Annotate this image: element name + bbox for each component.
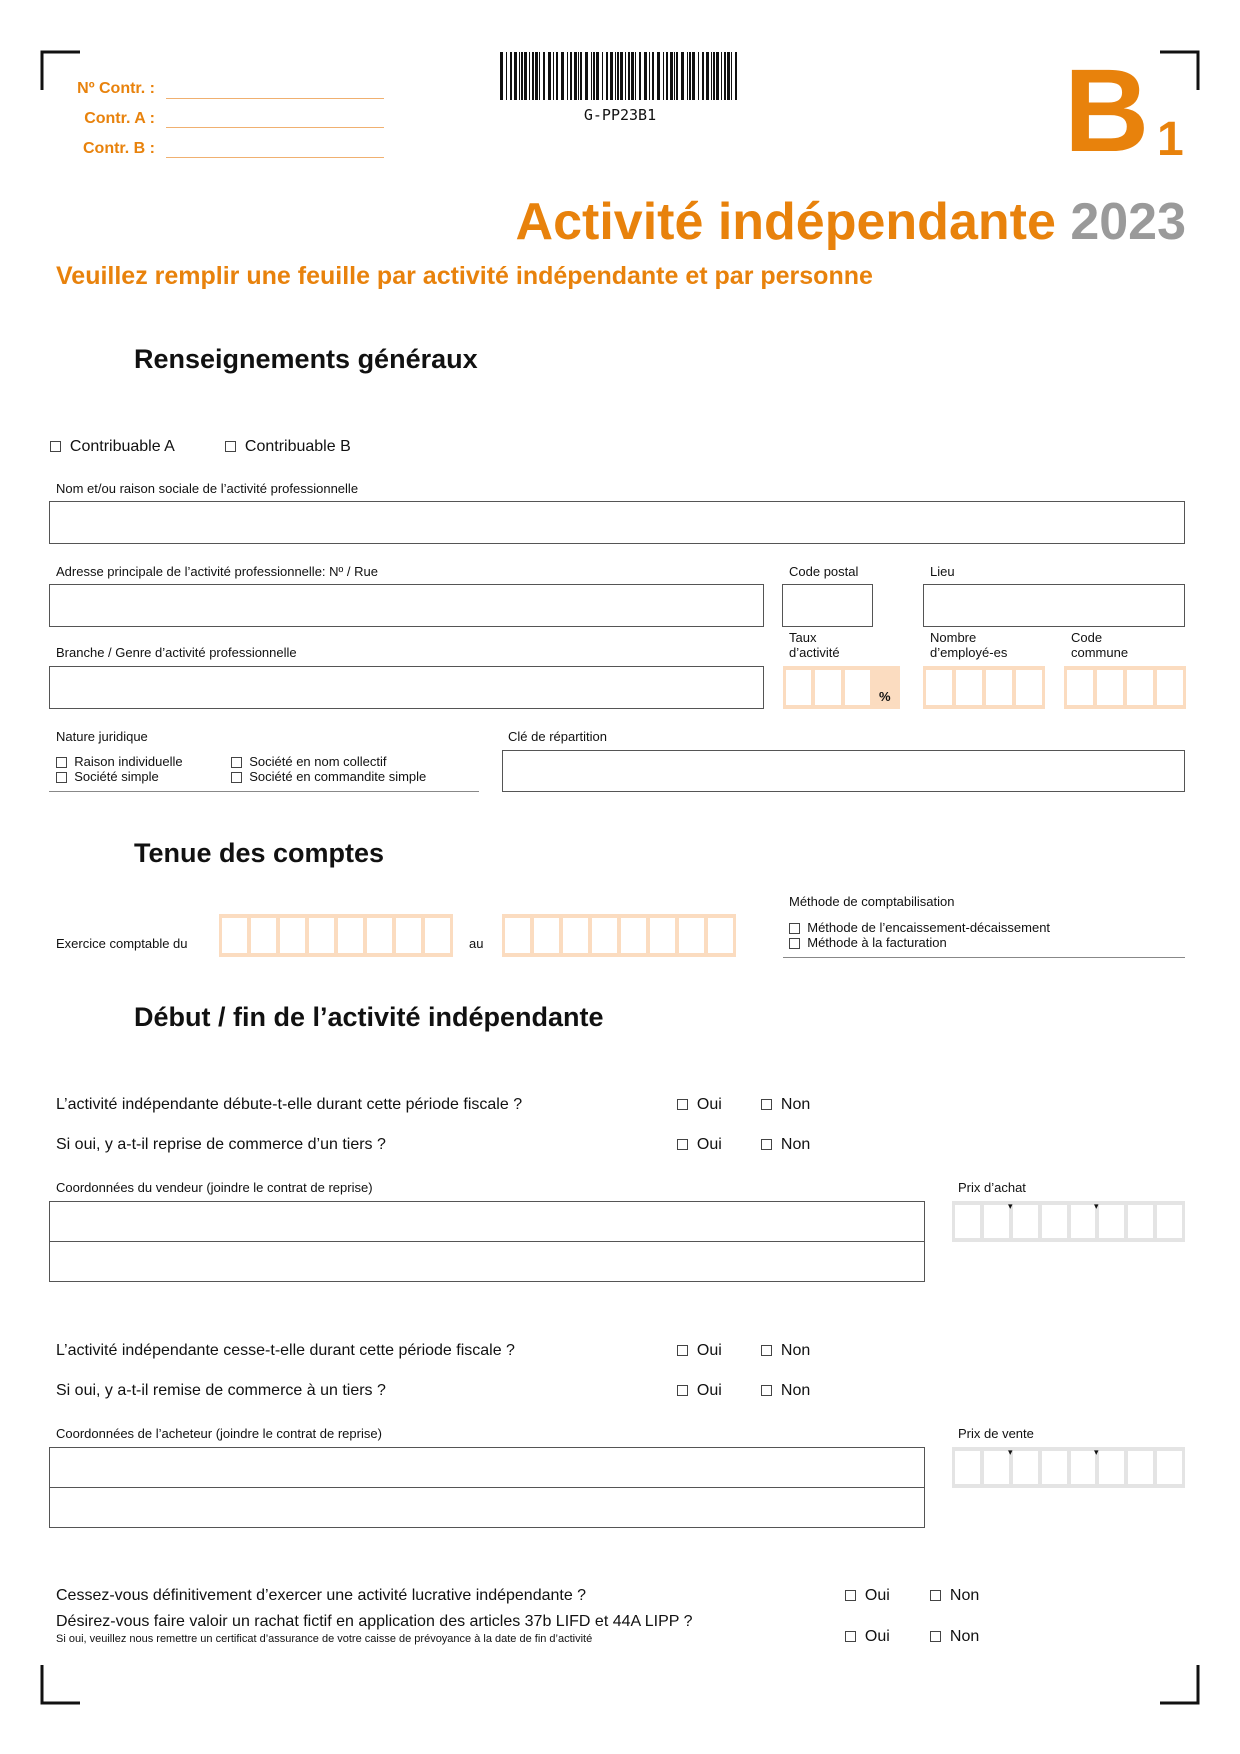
section-heading-general: Renseignements généraux: [134, 344, 478, 374]
barcode-bar: [615, 52, 616, 100]
purchase-price-input[interactable]: [952, 1201, 1185, 1242]
yes-label: Oui: [696, 1382, 722, 1399]
barcode-bar: [639, 52, 641, 100]
checkbox[interactable]: [761, 1345, 772, 1356]
q3-no-option[interactable]: [761, 1342, 810, 1360]
address-label: Adresse principale de l’activité professionnelle: Nº / Rue: [56, 564, 378, 579]
checkbox[interactable]: [789, 923, 800, 934]
activity-rate-label: [789, 630, 840, 660]
contribuable-a-option[interactable]: [50, 438, 175, 456]
checkbox[interactable]: [677, 1139, 688, 1150]
barcode-bar: [596, 52, 599, 100]
checkbox[interactable]: [677, 1099, 688, 1110]
barcode-bar: [698, 52, 699, 100]
distribution-key-label: Clé de répartition: [508, 729, 607, 744]
form-number: 1: [1157, 113, 1184, 166]
barcode-bar: [543, 52, 545, 100]
form-letter: B: [1064, 45, 1150, 177]
barcode-bar: [649, 52, 650, 100]
checkbox[interactable]: [231, 757, 242, 768]
legal-option-label: Raison individuelle: [74, 754, 183, 769]
branch-label: Branche / Genre d’activité professionnelle: [56, 645, 297, 660]
barcode-bar: [548, 52, 551, 100]
barcode-bar: [570, 52, 572, 100]
q3-yes-option[interactable]: [677, 1342, 722, 1360]
barcode-bar: [625, 52, 626, 100]
checkbox[interactable]: [761, 1099, 772, 1110]
barcode-bar: [514, 52, 517, 100]
legal-form-col1: [56, 754, 183, 784]
commune-code-label-line1: Code: [1071, 630, 1103, 645]
checkbox[interactable]: [56, 757, 67, 768]
yes-label: Oui: [864, 1628, 890, 1645]
buyer-input-line2[interactable]: [49, 1487, 925, 1528]
thousands-marker-icon: ▾: [1094, 1447, 1099, 1457]
employees-label-line2: d’employé-es: [930, 645, 1008, 660]
title-text: Activité indépendante: [515, 193, 1056, 251]
contribuable-b-option[interactable]: [225, 438, 351, 456]
barcode-bar: [721, 52, 722, 100]
barcode-bar: [674, 52, 675, 100]
method-option-cash[interactable]: [789, 920, 1050, 935]
barcode-bar: [628, 52, 630, 100]
fiscal-year-start-input[interactable]: [219, 914, 453, 957]
q2-no-option[interactable]: [761, 1136, 810, 1154]
legal-option-commandite-simple[interactable]: [231, 769, 426, 784]
barcode-bar: [593, 52, 595, 100]
question-takeover: Si oui, y a-t-il reprise de commerce d’un tiers ?: [56, 1136, 386, 1153]
no-label: Non: [780, 1382, 811, 1399]
barcode-bar: [532, 52, 534, 100]
question-cease-definitively: Cessez-vous définitivement d’exercer une activité lucrative indépendante ?: [56, 1587, 587, 1604]
legal-form-col2: [231, 754, 426, 784]
q5-yes-option[interactable]: [845, 1587, 890, 1605]
barcode-bar: [519, 52, 520, 100]
activity-rate-label-line2: d’activité: [789, 645, 840, 660]
accounting-method-label: Méthode de comptabilisation: [789, 894, 955, 909]
barcode-bar: [676, 52, 678, 100]
barcode-bar: [529, 52, 530, 100]
fiscal-year-end-input[interactable]: [502, 914, 736, 957]
checkbox[interactable]: [789, 938, 800, 949]
barcode-bar: [681, 52, 684, 100]
legal-option-label: Société en nom collectif: [249, 754, 387, 769]
q4-no-option[interactable]: [761, 1382, 810, 1400]
barcode-bar: [521, 52, 523, 100]
contribuable-b-checkbox[interactable]: [225, 441, 236, 452]
q1-no-option[interactable]: [761, 1096, 810, 1114]
q6-yes-option[interactable]: [845, 1628, 890, 1646]
contr-no-field[interactable]: [166, 98, 384, 99]
contr-b-label: Contr. B :: [83, 140, 155, 157]
barcode-bar: [556, 52, 558, 100]
barcode-bar: [617, 52, 619, 100]
checkbox[interactable]: [845, 1631, 856, 1642]
distribution-key-input[interactable]: [502, 750, 1185, 792]
address-input[interactable]: [49, 584, 764, 627]
barcode-bar: [539, 52, 540, 100]
method-option-invoice[interactable]: [789, 935, 1050, 950]
q4-yes-option[interactable]: [677, 1382, 722, 1400]
checkbox[interactable]: [930, 1631, 941, 1642]
contr-b-field[interactable]: [166, 157, 384, 158]
page-subtitle: Veuillez remplir une feuille par activité indépendante et par personne: [56, 262, 873, 290]
barcode-bar: [635, 52, 636, 100]
no-label: Non: [780, 1096, 811, 1113]
checkbox[interactable]: [677, 1385, 688, 1396]
employees-label-line1: Nombre: [930, 630, 977, 645]
question-cease-activity: L’activité indépendante cesse-t-elle durant cette période fiscale ?: [56, 1342, 515, 1359]
contribuable-b-label: Contribuable B: [244, 438, 351, 455]
legal-option-societe-simple[interactable]: [56, 769, 183, 784]
seller-input-line2[interactable]: [49, 1241, 925, 1282]
employees-label: [930, 630, 1007, 660]
sale-price-input[interactable]: [952, 1447, 1185, 1488]
corner-mark-bottom-right: [1160, 1665, 1200, 1705]
thousands-marker-icon: ▾: [1094, 1201, 1099, 1211]
divider: [783, 957, 1185, 958]
no-label: Non: [949, 1628, 980, 1645]
q1-yes-option[interactable]: [677, 1096, 722, 1114]
barcode-bar: [524, 52, 527, 100]
barcode-bar: [610, 52, 613, 100]
commune-code-input[interactable]: [1064, 666, 1186, 709]
activity-rate-unit: %: [879, 689, 891, 704]
checkbox[interactable]: [677, 1345, 688, 1356]
accounting-method-options: [789, 920, 1050, 950]
branch-input[interactable]: [49, 666, 764, 709]
yes-label: Oui: [864, 1587, 890, 1604]
barcode-bar: [706, 52, 709, 100]
barcode-bar: [716, 52, 719, 100]
barcode-bar: [620, 52, 623, 100]
employees-input[interactable]: [923, 666, 1045, 709]
fiscal-year-label: Exercice comptable du: [56, 936, 188, 951]
buyback-note: Si oui, veuillez nous remettre un certificat d’assurance de votre caisse de prévoyance à la date de fin d’activité: [56, 1633, 593, 1645]
barcode-bar: [585, 52, 588, 100]
commune-code-label-line2: commune: [1071, 645, 1129, 660]
barcode-bar: [727, 52, 730, 100]
checkbox[interactable]: [930, 1590, 941, 1601]
checkbox[interactable]: [56, 772, 67, 783]
barcode-bar: [724, 52, 726, 100]
postal-code-input[interactable]: [782, 584, 873, 627]
barcode-bar: [506, 52, 507, 100]
legal-option-nom-collectif[interactable]: [231, 754, 426, 769]
buyer-label: Coordonnées de l’acheteur (joindre le contrat de reprise): [56, 1426, 382, 1441]
barcode-bar: [606, 52, 608, 100]
barcode-bar: [591, 52, 592, 100]
barcode-bar: [602, 52, 603, 100]
commune-code-label: [1071, 630, 1128, 660]
section-heading-accounts: Tenue des comptes: [134, 838, 385, 868]
barcode-bar: [580, 52, 582, 100]
barcode-bar: [663, 52, 664, 100]
fiscal-year-to-label: au: [469, 936, 484, 951]
yes-label: Oui: [696, 1342, 722, 1359]
corner-mark-top-right: [1160, 50, 1200, 90]
buyer-input-line1[interactable]: [49, 1447, 925, 1488]
thousands-marker-icon: ▾: [1008, 1447, 1013, 1457]
q6-no-option[interactable]: [930, 1628, 979, 1646]
checkbox[interactable]: [761, 1139, 772, 1150]
barcode-bar: [631, 52, 634, 100]
barcode-bar: [652, 52, 654, 100]
barcode-bar: [731, 52, 732, 100]
no-label: Non: [780, 1342, 811, 1359]
barcode-bar: [657, 52, 660, 100]
no-label: Non: [780, 1136, 811, 1153]
thousands-marker-icon: ▾: [1008, 1201, 1013, 1211]
yes-label: Oui: [696, 1136, 722, 1153]
barcode-bar: [702, 52, 704, 100]
contribuable-a-label: Contribuable A: [69, 438, 175, 455]
seller-label: Coordonnées du vendeur (joindre le contrat de reprise): [56, 1180, 373, 1195]
title-year: 2023: [1070, 193, 1186, 251]
method-option-label: Méthode de l’encaissement-décaissement: [807, 920, 1051, 935]
legal-option-label: Société simple: [74, 769, 159, 784]
barcode-bar: [578, 52, 579, 100]
barcode-bar: [567, 52, 568, 100]
barcode-bar: [692, 52, 695, 100]
purchase-price-label: Prix d’achat: [958, 1180, 1026, 1195]
postal-code-label: Code postal: [789, 564, 859, 579]
barcode-bar: [670, 52, 673, 100]
question-handover: Si oui, y a-t-il remise de commerce à un tiers ?: [56, 1382, 386, 1399]
activity-rate-label-line1: Taux: [789, 630, 817, 645]
barcode-bar: [574, 52, 577, 100]
sale-price-label: Prix de vente: [958, 1426, 1034, 1441]
seller-input-line1[interactable]: [49, 1201, 925, 1242]
divider: [49, 791, 479, 792]
business-name-input[interactable]: [49, 501, 1185, 544]
barcode: [500, 52, 740, 100]
contr-a-label: Contr. A :: [84, 110, 155, 127]
barcode-bar: [644, 52, 647, 100]
question-fictitious-buyback: Désirez-vous faire valoir un rachat fictif en application des articles 37b LIFD et 44A LIPP ?: [56, 1613, 693, 1630]
contribuable-a-checkbox[interactable]: [50, 441, 61, 452]
page-title: [515, 193, 1186, 251]
section-heading-start-end: Début / fin de l’activité indépendante: [134, 1002, 604, 1032]
barcode-text: G-PP23B1: [583, 106, 657, 124]
no-label: Non: [949, 1587, 980, 1604]
legal-form-label: Nature juridique: [56, 729, 148, 744]
place-label: Lieu: [930, 564, 955, 579]
contr-a-field[interactable]: [166, 127, 384, 128]
corner-mark-bottom-left: [40, 1665, 80, 1705]
legal-option-label: Société en commandite simple: [249, 769, 427, 784]
contr-no-label: Nº Contr. :: [77, 80, 155, 97]
legal-option-raison-individuelle[interactable]: [56, 754, 183, 769]
question-start-activity: L’activité indépendante débute-t-elle durant cette période fiscale ?: [56, 1096, 523, 1113]
barcode-bar: [666, 52, 668, 100]
barcode-bar: [735, 52, 737, 100]
barcode-bar: [689, 52, 691, 100]
q5-no-option[interactable]: [930, 1587, 979, 1605]
barcode-bar: [510, 52, 512, 100]
barcode-bar: [500, 52, 503, 100]
barcode-bar: [561, 52, 564, 100]
checkbox[interactable]: [231, 772, 242, 783]
barcode-bar: [713, 52, 715, 100]
yes-label: Oui: [696, 1096, 722, 1113]
barcode-bar: [711, 52, 712, 100]
place-input[interactable]: [923, 584, 1185, 627]
method-option-label: Méthode à la facturation: [807, 935, 947, 950]
checkbox[interactable]: [845, 1590, 856, 1601]
barcode-bar: [535, 52, 538, 100]
checkbox[interactable]: [761, 1385, 772, 1396]
business-name-label: Nom et/ou raison sociale de l’activité professionnelle: [56, 481, 359, 496]
barcode-bar: [687, 52, 688, 100]
q2-yes-option[interactable]: [677, 1136, 722, 1154]
barcode-bar: [553, 52, 554, 100]
